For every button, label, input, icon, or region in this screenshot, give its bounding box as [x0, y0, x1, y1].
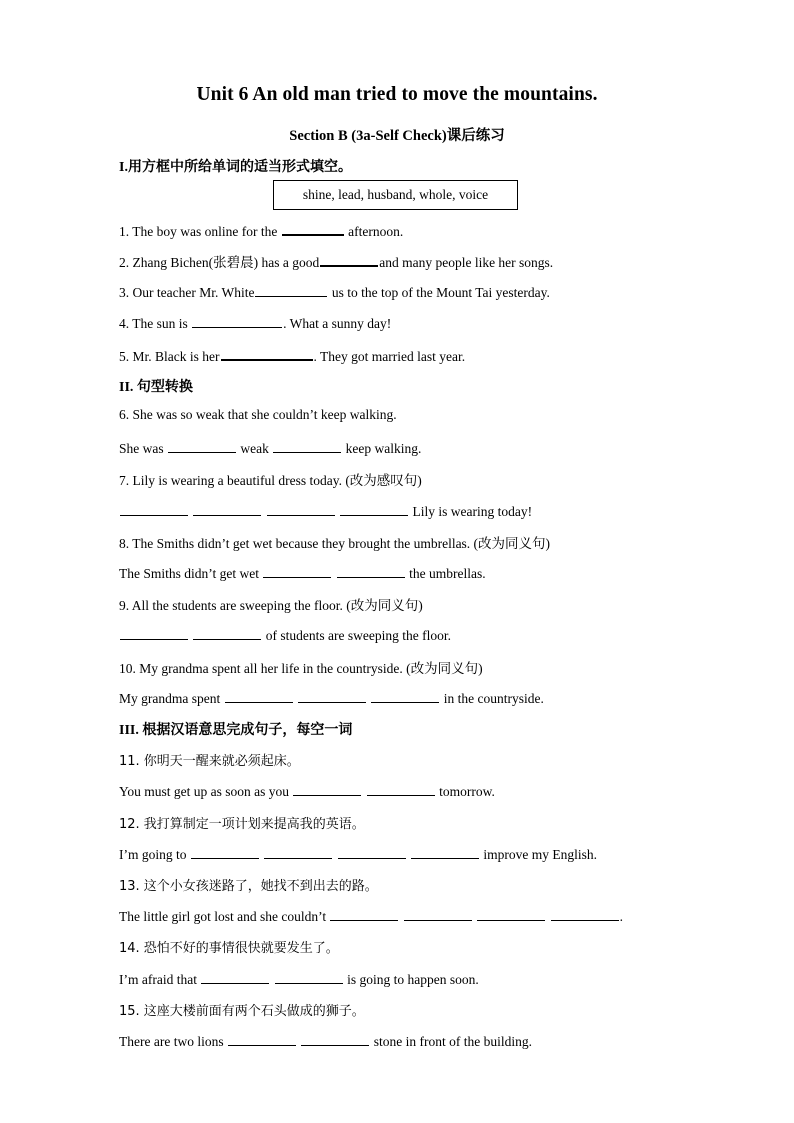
answer-6: She was weak keep walking. — [119, 438, 421, 457]
question-15: 15. 这座大楼前面有两个石头做成的狮子。 — [119, 1004, 365, 1019]
answer-blank[interactable] — [225, 688, 293, 703]
page-subtitle: Section B (3a-Self Check)课后练习 — [289, 128, 505, 144]
answer-blank[interactable] — [298, 688, 366, 703]
answer-15: There are two lions stone in front of the building. — [119, 1031, 532, 1050]
answer-blank[interactable] — [404, 906, 472, 921]
answer-blank[interactable] — [191, 844, 259, 859]
question-9: 9. All the students are sweeping the floor. (改为同义句) — [119, 598, 423, 613]
answer-blank[interactable] — [367, 781, 435, 796]
answer-blank[interactable] — [330, 906, 398, 921]
answer-blank[interactable] — [338, 844, 406, 859]
answer-blank[interactable] — [320, 251, 378, 267]
answer-blank[interactable] — [263, 563, 331, 578]
answer-8: The Smiths didn’t get wet the umbrellas. — [119, 563, 486, 582]
question-10: 10. My grandma spent all her life in the countryside. (改为同义句) — [119, 661, 483, 676]
question-1: 1. The boy was online for the afternoon. — [119, 220, 403, 240]
answer-blank[interactable] — [301, 1031, 369, 1046]
question-7: 7. Lily is wearing a beautiful dress today. (改为感叹句) — [119, 473, 422, 488]
question-12: 12. 我打算制定一项计划来提高我的英语。 — [119, 817, 365, 832]
answer-blank[interactable] — [201, 969, 269, 984]
question-13: 13. 这个小女孩迷路了，她找不到出去的路。 — [119, 879, 378, 894]
section-2-heading: II. 句型转换 — [119, 380, 193, 395]
answer-blank[interactable] — [340, 501, 408, 516]
section-3-heading: III. 根据汉语意思完成句子，每空一词 — [119, 723, 353, 738]
answer-blank[interactable] — [228, 1031, 296, 1046]
answer-blank[interactable] — [255, 282, 327, 297]
answer-blank[interactable] — [275, 969, 343, 984]
answer-10: My grandma spent in the countryside. — [119, 688, 544, 707]
answer-blank[interactable] — [411, 844, 479, 859]
answer-13: The little girl got lost and she couldn’t . — [119, 906, 623, 925]
answer-blank[interactable] — [293, 781, 361, 796]
question-2: 2. Zhang Bichen(张碧晨) has a good and many people like her songs. — [119, 251, 553, 271]
answer-blank[interactable] — [192, 313, 282, 328]
page-title: Unit 6 An old man tried to move the mountains. — [196, 84, 598, 105]
question-11: 11. 你明天一醒来就必须起床。 — [119, 754, 300, 769]
answer-blank[interactable] — [267, 501, 335, 516]
question-3: 3. Our teacher Mr. White us to the top of the Mount Tai yesterday. — [119, 282, 550, 301]
answer-blank[interactable] — [264, 844, 332, 859]
question-4: 4. The sun is . What a sunny day! — [119, 313, 391, 332]
answer-blank[interactable] — [120, 625, 188, 640]
answer-blank[interactable] — [371, 688, 439, 703]
answer-14: I’m afraid that is going to happen soon. — [119, 969, 479, 988]
answer-blank[interactable] — [282, 220, 344, 236]
question-5: 5. Mr. Black is her . They got married last year. — [119, 345, 465, 365]
question-14: 14. 恐怕不好的事情很快就要发生了。 — [119, 941, 339, 956]
answer-blank[interactable] — [273, 438, 341, 453]
answer-9: of students are sweeping the floor. — [119, 625, 451, 644]
answer-12: I’m going to improve my English. — [119, 844, 597, 863]
question-8: 8. The Smiths didn’t get wet because they brought the umbrellas. (改为同义句) — [119, 536, 551, 551]
answer-blank[interactable] — [193, 625, 261, 640]
answer-blank[interactable] — [193, 501, 261, 516]
word-box: shine, lead, husband, whole, voice — [273, 180, 518, 210]
answer-blank[interactable] — [477, 906, 545, 921]
answer-blank[interactable] — [120, 501, 188, 516]
answer-11: You must get up as soon as you tomorrow. — [119, 781, 495, 800]
answer-7: Lily is wearing today! — [119, 501, 532, 520]
answer-blank[interactable] — [168, 438, 236, 453]
answer-blank[interactable] — [551, 906, 619, 921]
answer-blank[interactable] — [221, 345, 313, 361]
section-1-heading: I.用方框中所给单词的适当形式填空。 — [119, 160, 352, 175]
question-6: 6. She was so weak that she couldn’t keep walking. — [119, 407, 397, 422]
answer-blank[interactable] — [337, 563, 405, 578]
